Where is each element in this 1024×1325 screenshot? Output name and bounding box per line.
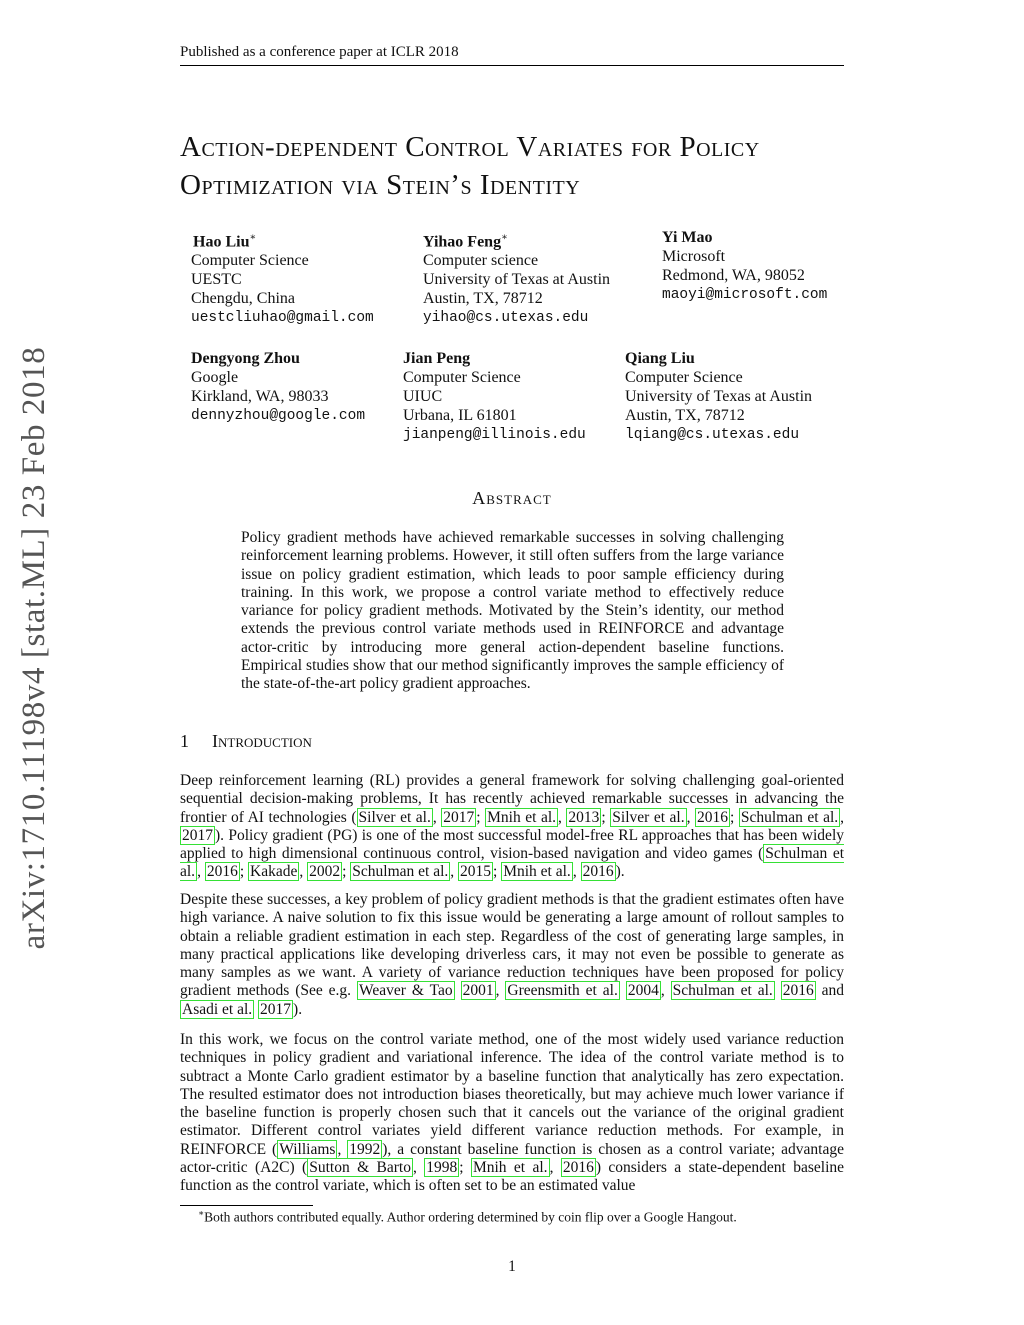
author-org: University of Texas at Austin — [423, 271, 611, 289]
citation-link[interactable]: 1998 — [426, 1159, 458, 1177]
footnote-rule — [180, 1205, 313, 1206]
section-heading — [180, 731, 312, 752]
intro-paragraph-2: Despite these successes, a key problem of policy gradient methods is that the gradient estimates often have high variance. A naive solution to fix this issue would be generating a large amount of rollout samples to obtain a reliable gradient estimation in each step. Regardless of the cost of generating large samples, in many practical applications like developing driverless cars, it may not even be possible to generate as many samples as we want. A variety of variance reduction techniques have been proposed for policy gradient methods (See e.g. Weaver & Tao 2001 , Greensmith et al. 2004 , Schulman et al. 2016 and Asadi et al. 2017 ). — [180, 891, 845, 1018]
author-org: UIUC — [403, 388, 443, 405]
author-name: Jian Peng — [403, 350, 471, 367]
author-address: Chengdu, China — [191, 290, 295, 308]
citation-link[interactable]: Kakade — [250, 863, 298, 881]
author-block-liu — [193, 228, 374, 328]
section-number: 1 — [180, 731, 189, 751]
citation-link[interactable]: 2001 — [462, 982, 494, 1000]
citation-link[interactable]: Silver et al. — [612, 808, 685, 826]
author-email[interactable]: uestcliuhao@gmail.com — [191, 310, 374, 327]
citation-link[interactable]: Silver et al. — [358, 808, 431, 826]
author-address: Austin, TX, 78712 — [625, 407, 745, 424]
author-org: UESTC — [191, 271, 242, 289]
author-name: Yi Mao — [662, 229, 713, 246]
arxiv-stamp: arXiv:1710.11198v4 [stat.ML] 23 Feb 2018 — [16, 346, 52, 950]
author-address: Kirkland, WA, 98033 — [191, 388, 329, 405]
citation-link[interactable]: 2016 — [562, 1159, 594, 1177]
page-number: 1 — [508, 1258, 516, 1275]
author-block-mao — [662, 228, 827, 305]
footnote-text: Both authors contributed equally. Author ordering determined by coin flip over a Google Hangout. — [204, 1209, 737, 1225]
citation-link[interactable]: Williams — [279, 1140, 336, 1158]
author-block-zhou — [191, 349, 365, 426]
citation-link[interactable]: 2004 — [627, 982, 659, 1000]
author-address: Urbana, IL 61801 — [403, 407, 517, 424]
citation-link[interactable]: 2016 — [582, 863, 614, 881]
author-org: Google — [191, 369, 239, 386]
running-header: Published as a conference paper at ICLR 2018 — [180, 44, 459, 60]
author-address: Austin, TX, 78712 — [423, 290, 543, 308]
citation-link[interactable]: Mnih et al. — [503, 863, 571, 881]
author-name: Qiang Liu — [625, 350, 695, 367]
author-block-peng — [403, 349, 586, 445]
citation-link[interactable]: Greensmith et al. — [507, 982, 618, 1000]
author-email[interactable]: jianpeng@illinois.edu — [403, 427, 586, 443]
citation-link[interactable]: 2016 — [697, 808, 729, 826]
author-name: Yihao Feng∗ — [423, 232, 508, 251]
citation-link[interactable]: Mnih et al. — [487, 808, 557, 826]
citation-link[interactable]: 2016 — [782, 982, 814, 1000]
citation-link[interactable]: Schulman et al. — [672, 982, 773, 1000]
intro-paragraph-1: Deep reinforcement learning (RL) provides a general framework for solving challenging goal-oriented sequential decision-making problems, It has recently achieved remarkable successes in advancing the frontier of AI technologies ( Silver et al. , 2017 ; Mnih et al. , 2013 ; Silver et al. , 2016 ; Schulman et al. , 2017 ). Policy gradient (PG) is one of the most successful model-free RL approaches that has been widely applied to high dimensional continuous control, vision-based navigation and video games ( Schulman et al. , 2016 ; Kakade , 2002 ; Schulman et al. , 2015 ; Mnih et al. , 2016 ). — [180, 772, 845, 881]
citation-link[interactable]: Schulman et al. — [180, 845, 844, 881]
author-email[interactable]: yihao@cs.utexas.edu — [423, 310, 589, 327]
citation-link[interactable]: 1992 — [349, 1140, 381, 1158]
citation-link[interactable]: Mnih et al. — [472, 1159, 548, 1177]
author-org: Microsoft — [662, 248, 726, 265]
author-address: Redmond, WA, 98052 — [662, 267, 805, 284]
author-email[interactable]: dennyzhou@google.com — [191, 408, 366, 424]
author-block-feng — [423, 228, 610, 328]
paper-title: Action-dependent Control Variates for Policy Optimization via Stein’s Identity — [180, 131, 760, 201]
author-dept: Computer Science — [191, 252, 309, 270]
citation-link[interactable]: Weaver & Tao — [359, 982, 453, 1000]
citation-link[interactable]: 2017 — [260, 1000, 292, 1018]
section-title: Introduction — [212, 731, 312, 751]
author-name: Hao Liu∗ — [193, 232, 257, 251]
citation-link[interactable]: Sutton & Barto — [309, 1159, 411, 1177]
author-email[interactable]: maoyi@microsoft.com — [662, 287, 828, 303]
author-org: University of Texas at Austin — [625, 388, 813, 405]
author-email[interactable]: lqiang@cs.utexas.edu — [625, 427, 800, 443]
abstract-text: Policy gradient methods have achieved remarkable successes in solving challenging reinforcement learning problems. However, it still often suffers from the large variance issue on policy gradient estimation, which leads to poor sample efficiency during training. In this work, we propose a control variate method to effectively reduce variance for policy gradient methods. Motivated by the Stein’s identity, our method extends the previous control variate methods used in REINFORCE and advantage actor-critic by introducing more general action-dependent baseline functions. Empirical studies show that our method significantly improves the sample efficiency of the state-of-the-art policy gradient approaches. — [241, 529, 784, 693]
intro-paragraph-3: In this work, we focus on the control variate method, one of the most widely used variance reduction techniques in policy gradient and variational inference. The idea of the control variate method is to subtract a Monte Carlo gradient estimator by a baseline function that analytically has zero expectation. The resulted estimator does not introduction biases theoretically, but may achieve much lower variance if the baseline function is properly chosen such that it cancels out the variance of the original gradient estimator. Different control variates yield different variance reduction methods. For example, in REINFORCE ( Williams , 1992 ), a constant baseline function is chosen as a control variate; advantage actor-critic (A2C) ( Sutton & Barto , 1998 ; Mnih et al. , 2016 ) considers a state-dependent baseline function as the control variate, which is often set to be an estimated value — [180, 1031, 845, 1195]
citation-link[interactable]: Schulman et al. — [740, 808, 839, 826]
author-dept: Computer science — [423, 252, 539, 270]
header-rule — [180, 65, 844, 66]
citation-link[interactable]: 2013 — [568, 808, 600, 826]
citation-link[interactable]: Schulman et al. — [352, 863, 449, 881]
author-dept: Computer Science — [403, 369, 521, 386]
footnote — [198, 1208, 737, 1226]
citation-link[interactable]: 2015 — [460, 863, 492, 881]
citation-link[interactable]: Asadi et al. — [182, 1000, 253, 1018]
citation-link[interactable]: 2017 — [182, 826, 213, 844]
author-name: Dengyong Zhou — [191, 350, 300, 367]
citation-link[interactable]: 2002 — [309, 863, 341, 881]
abstract-heading: Abstract — [472, 488, 552, 508]
author-dept: Computer Science — [625, 369, 743, 386]
citation-link[interactable]: 2017 — [443, 808, 475, 826]
author-block-qliu — [625, 349, 812, 445]
footnote-mark: ∗ — [198, 1208, 205, 1218]
citation-link[interactable]: 2016 — [206, 863, 238, 881]
